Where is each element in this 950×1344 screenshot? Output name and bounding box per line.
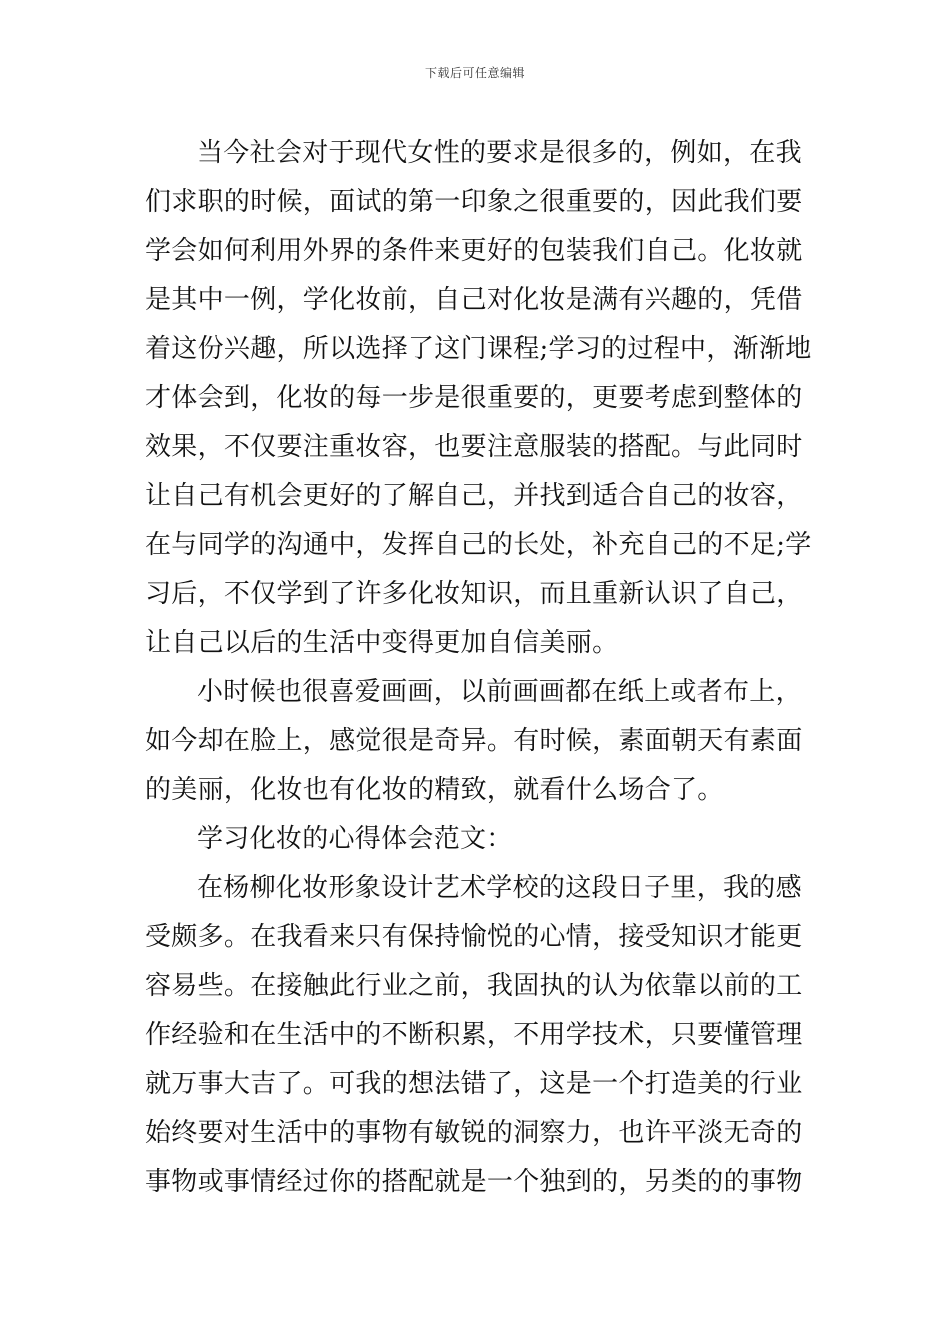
paragraph-2-line: 小时候也很喜爱画画，以前画画都在纸上或者布上， [197,677,802,707]
paragraph-1-line: 效果，不仅要注重妆容，也要注意服装的搭配。与此同时 [145,432,803,462]
paragraph-1-line: 让自己有机会更好的了解自己，并找到适合自己的妆容， [145,481,803,511]
paragraph-3-line: 在杨柳化妆形象设计艺术学校的这段日子里，我的感 [197,873,802,903]
paragraph-1-line: 是其中一例，学化妆前，自己对化妆是满有兴趣的，凭借 [145,285,803,315]
paragraph-3-line: 始终要对生活中的事物有敏锐的洞察力，也许平淡无奇的 [145,1118,803,1148]
paragraph-1-line: 才体会到，化妆的每一步是很重要的，更要考虑到整体的 [145,383,803,413]
paragraph-1-line: 学会如何利用外界的条件来更好的包装我们自己。化妆就 [145,236,803,266]
paragraph-1-line: 着这份兴趣，所以选择了这门课程;学习的过程中，渐渐地 [145,334,812,364]
page-header: 下载后可任意编辑 [424,66,525,80]
paragraph-1-line: 让自己以后的生活中变得更加自信美丽。 [145,628,619,658]
paragraph-1-line: 在与同学的沟通中，发挥自己的长处，补充自己的不足;学 [145,530,812,560]
paragraph-3-line: 作经验和在生活中的不断积累，不用学技术，只要懂管理 [145,1020,803,1050]
paragraph-3-line: 容易些。在接触此行业之前，我固执的认为依靠以前的工 [145,971,803,1001]
paragraph-3-line: 受颇多。在我看来只有保持愉悦的心情，接受知识才能更 [145,922,803,952]
paragraph-3-line: 事物或事情经过你的搭配就是一个独到的，另类的的事物 [145,1167,803,1197]
paragraph-3-line: 就万事大吉了。可我的想法错了，这是一个打造美的行业 [145,1069,803,1099]
paragraph-1-line: 当今社会对于现代女性的要求是很多的，例如，在我 [197,138,802,168]
paragraph-2-line: 的美丽，化妆也有化妆的精致，就看什么场合了。 [145,775,724,805]
paragraph-1-line: 们求职的时候，面试的第一印象之很重要的，因此我们要 [145,187,803,217]
document-body [145,129,812,1207]
section-heading: 学习化妆的心得体会范文： [197,824,513,854]
paragraph-1-line: 习后，不仅学到了许多化妆知识，而且重新认识了自己， [145,579,803,609]
paragraph-2-line: 如今却在脸上，感觉很是奇异。有时候，素面朝天有素面 [145,726,803,756]
